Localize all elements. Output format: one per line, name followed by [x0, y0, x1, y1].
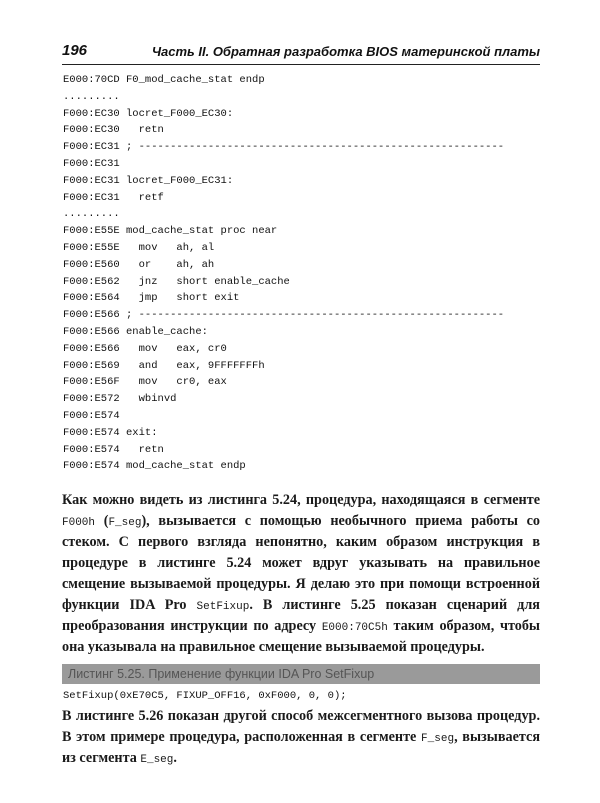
code-line: F000:E572 wbinvd	[63, 393, 177, 406]
inline-code: F_seg	[108, 517, 142, 529]
text: . В листинге 5.25 показан сценарий для преобразования инструкции по адресу	[62, 597, 540, 634]
code-line: F000:E564 jmp short exit	[63, 292, 240, 305]
text: таким образом, чтобы она указывала на правильное смещение вызываемой процедуры.	[62, 618, 541, 655]
listing-caption: Листинг 5.25. Применение функции IDA Pro SetFixup	[68, 667, 375, 681]
text: ), вызывается с помощью необычного приема работы со стеком. С первого взгляда непонятно, каким образом инструкция в процедуре в листинге 5.24 может вдруг указывать на правильное смещение вызываемой процедуры. Я делаю это при помощи встроенной функции IDA Pro	[62, 513, 541, 613]
code-line: F000:E566 mov eax, cr0	[63, 342, 227, 355]
text: (	[95, 513, 109, 529]
code-line: F000:E574	[63, 409, 120, 422]
inline-code: F_seg	[421, 733, 455, 745]
code-line: F000:E56F mov cr0, eax	[63, 376, 227, 389]
inline-code: SetFixup	[196, 601, 250, 613]
code-listing	[63, 72, 504, 475]
page-number: 196	[62, 42, 88, 59]
listing-code: SetFixup(0xE70C5, FIXUP_OFF16, 0xF000, 0, 0);	[63, 690, 347, 702]
code-line: F000:E566 enable_cache:	[63, 325, 208, 338]
code-line: F000:EC31 ; ----------------------------------------------------------	[63, 141, 505, 154]
text: Как можно видеть из листинга 5.24, процедура, находящаяся в сегменте	[62, 492, 540, 508]
body-paragraph-1	[62, 490, 540, 658]
code-line: F000:EC30 retn	[63, 124, 164, 137]
code-line: .........	[63, 90, 120, 103]
body-paragraph-2	[62, 706, 540, 769]
listing-caption-bar	[62, 664, 540, 684]
code-line: F000:E55E mod_cache_stat proc near	[63, 225, 278, 238]
code-line: F000:EC30 locret_F000_EC30:	[63, 107, 234, 120]
code-line: F000:E574 mod_cache_stat endp	[63, 460, 246, 473]
text: , вызывается из сегмента	[62, 729, 540, 766]
code-line: F000:E574 retn	[63, 443, 164, 456]
inline-code: E000:70C5h	[321, 622, 388, 634]
code-line: F000:EC31 retf	[63, 191, 164, 204]
inline-code: E_seg	[140, 754, 174, 766]
code-line: F000:E569 and eax, 9FFFFFFFh	[63, 359, 265, 372]
page-header	[62, 40, 540, 65]
code-line: F000:E560 or ah, ah	[63, 258, 215, 271]
inline-code: F000h	[62, 517, 96, 529]
running-title: Часть II. Обратная разработка BIOS материнской платы	[151, 44, 540, 59]
code-line: F000:E562 jnz short enable_cache	[63, 275, 290, 288]
text: В листинге 5.26 показан другой способ межсегментного вызова процедур. В этом примере процедура, расположенная в сегменте	[62, 708, 540, 745]
code-line: F000:E566 ; ----------------------------------------------------------	[63, 309, 505, 322]
text: .	[173, 750, 177, 766]
code-line: F000:E574 exit:	[63, 426, 158, 439]
code-line: F000:E55E mov ah, al	[63, 241, 215, 254]
code-line: .........	[63, 208, 120, 221]
code-line: F000:EC31 locret_F000_EC31:	[63, 174, 234, 187]
code-line: E000:70CD F0_mod_cache_stat endp	[63, 74, 265, 86]
code-line: F000:EC31	[63, 157, 120, 170]
